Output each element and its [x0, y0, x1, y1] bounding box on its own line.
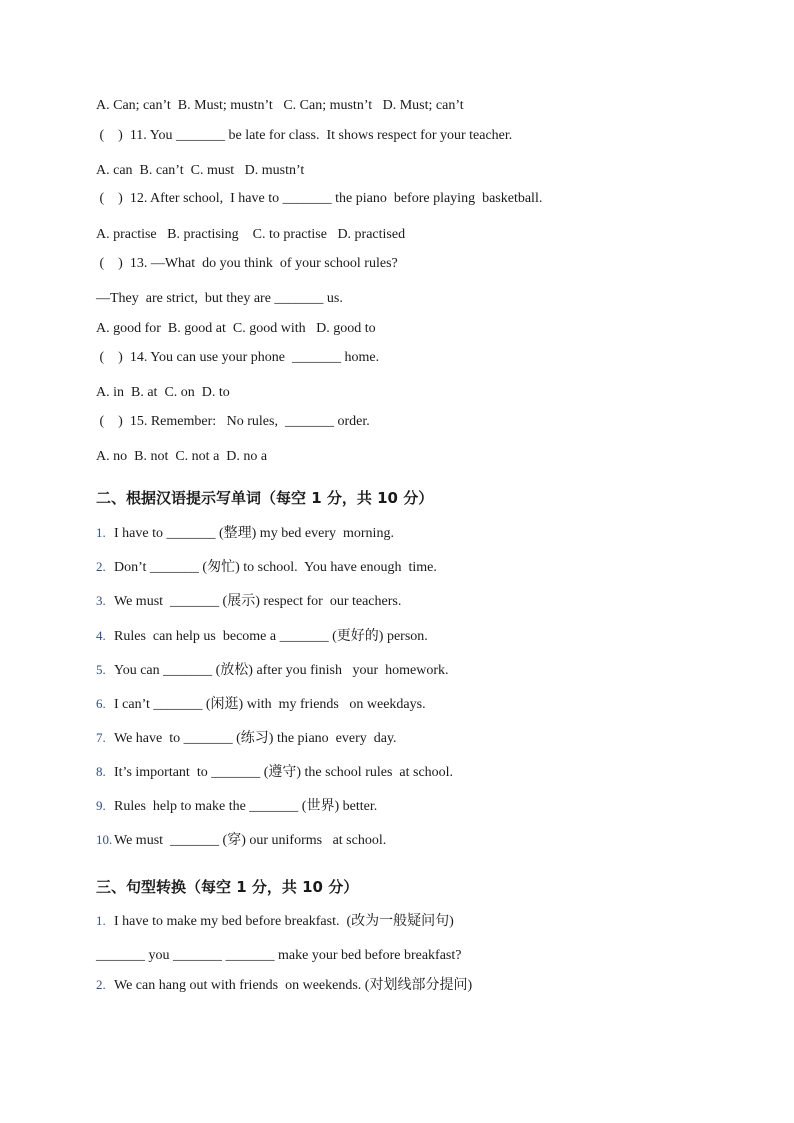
item-text: Rules help to make the _______ (世界) better. [114, 799, 378, 814]
options-line: A. can B. can’t C. must D. mustn’t [96, 163, 305, 178]
question-12: ( ) 12. After school, I have to _______ the piano before playing basketball. [96, 191, 543, 206]
question-13: ( ) 13. —What do you think of your school rules? [96, 256, 398, 271]
item-text: I have to make my bed before breakfast. (改为一般疑问句) [114, 914, 454, 929]
question-13-dialogue: —They are strict, but they are _______ us. [96, 291, 343, 306]
item-text: We can hang out with friends on weekends. (对划线部分提问) [114, 978, 473, 993]
item-number: 7. [96, 730, 106, 745]
item-text: Don’t _______ (匆忙) to school. You have enough time. [114, 560, 437, 575]
item-number: 1. [96, 525, 106, 540]
item-text: We have to _______ (练习) the piano every day. [114, 731, 397, 746]
item-number: 6. [96, 696, 106, 711]
section-heading: 三、句型转换（每空 1 分，共 10 分） [96, 878, 359, 896]
list-item [96, 592, 401, 611]
item-text: I can’t _______ (闲逛) with my friends on weekdays. [114, 697, 426, 712]
item-number: 8. [96, 764, 106, 779]
item-text: Rules can help us become a _______ (更好的) person. [114, 629, 428, 644]
list-item [96, 831, 386, 850]
list-item [96, 524, 394, 543]
options-line: A. in B. at C. on D. to [96, 385, 230, 400]
list-item [96, 763, 453, 782]
options-line: A. no B. not C. not a D. no a [96, 449, 268, 464]
options-line: A. good for B. good at C. good with D. good to [96, 321, 376, 336]
section-heading: 二、根据汉语提示写单词（每空 1 分，共 10 分） [96, 489, 434, 507]
list-item [96, 661, 449, 680]
item-number: 10. [96, 832, 113, 847]
item-number: 5. [96, 662, 106, 677]
question-14: ( ) 14. You can use your phone _______ home. [96, 350, 380, 365]
list-item [96, 912, 454, 931]
item-number: 9. [96, 798, 106, 813]
options-line: A. Can; can’t B. Must; mustn’t C. Can; mustn’t D. Must; can’t [96, 98, 464, 113]
item-text: We must _______ (穿) our uniforms at school. [114, 833, 387, 848]
item-text: You can _______ (放松) after you finish your homework. [114, 663, 449, 678]
list-item [96, 558, 437, 577]
answer-line [96, 947, 461, 965]
options-line: A. practise B. practising C. to practise D. practised [96, 227, 406, 242]
item-number: 3. [96, 593, 106, 608]
item-number: 1. [96, 913, 106, 928]
list-item [96, 627, 428, 646]
question-11: ( ) 11. You _______ be late for class. It shows respect for your teacher. [96, 128, 513, 143]
item-text: We must _______ (展示) respect for our teachers. [114, 594, 402, 609]
list-item [96, 976, 472, 995]
item-text: _______ you _______ _______ make your bed before breakfast? [96, 948, 462, 963]
item-text: It’s important to _______ (遵守) the school rules at school. [114, 765, 454, 780]
list-item [96, 729, 397, 748]
item-number: 2. [96, 977, 106, 992]
question-15: ( ) 15. Remember: No rules, _______ order. [96, 414, 370, 429]
item-number: 4. [96, 628, 106, 643]
item-text: I have to _______ (整理) my bed every morning. [114, 526, 394, 541]
item-number: 2. [96, 559, 106, 574]
list-item [96, 797, 377, 816]
list-item [96, 695, 426, 714]
